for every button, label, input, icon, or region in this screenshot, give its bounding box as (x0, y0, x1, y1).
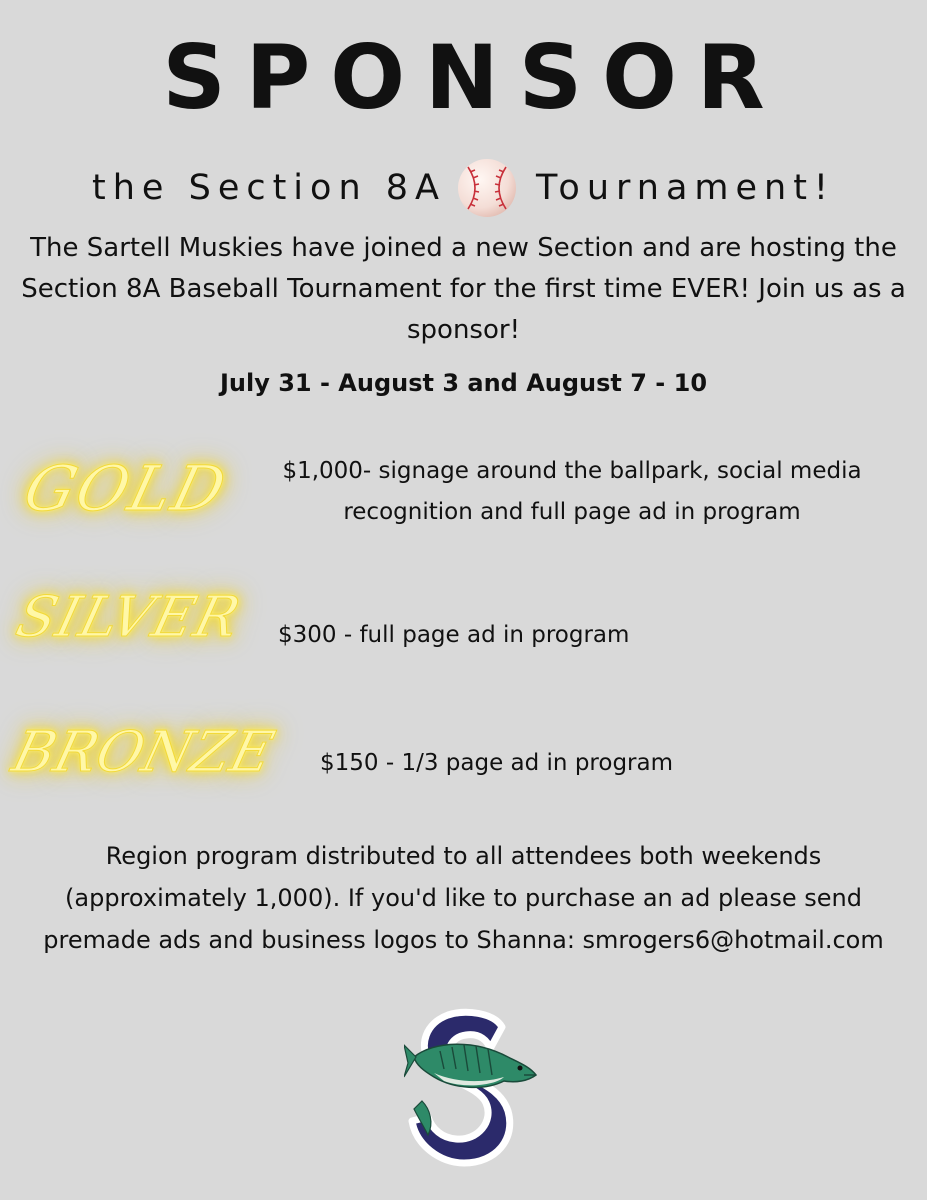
gold-tier-label: GOLD (17, 452, 235, 525)
bronze-tier-label: BRONZE (6, 720, 281, 785)
subhead-after-text: Tournament! (535, 168, 835, 208)
subhead (0, 158, 927, 218)
bronze-tier-description: $150 - 1/3 page ad in program (320, 750, 673, 776)
footer-paragraph: Region program distributed to all attendees both weekends (approximately 1,000). If you'd like to purchase an ad please send premade ads and business logos to Shanna: smrogers6@hotmail.com (43, 842, 884, 954)
sartell-muskies-logo (404, 1005, 540, 1181)
tournament-dates: July 31 - August 3 and August 7 - 10 (219, 369, 708, 397)
silver-tier-label: SILVER (10, 585, 247, 650)
silver-tier-description: $300 - full page ad in program (278, 622, 630, 648)
subhead-before-text: the Section 8A (92, 168, 446, 208)
gold-tier-description: $1,000- signage around the ballpark, social media recognition and full page ad in program (282, 458, 862, 525)
intro-paragraph: The Sartell Muskies have joined a new Section and are hosting the Section 8A Baseball Tournament for the first time EVER! Join us as a sponsor! (21, 233, 906, 345)
baseball-icon (456, 157, 518, 219)
headline-sponsor: SPONSOR (162, 26, 785, 129)
